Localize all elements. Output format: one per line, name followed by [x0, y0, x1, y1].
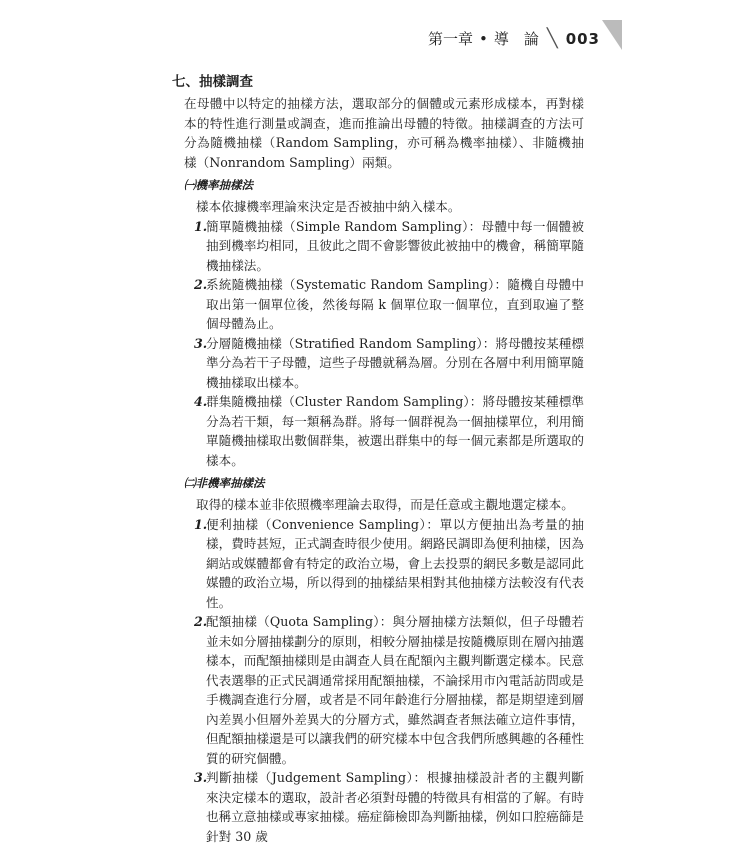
corner-tab-icon: [602, 20, 622, 50]
subsection-intro-probability: 樣本依據機率理論來決定是否被抽中納入樣本。: [196, 199, 461, 214]
item-text: 判斷抽樣（Judgement Sampling）：根據抽樣設計者的主觀判斷來決定樣本的選取，設計者必須對母體的特徵具有相當的了解。有時也稱立意抽樣或專家抽樣。癌症篩檢即為判斷抽樣，例如口腔癌篩是針對 30 歲: [206, 770, 584, 844]
item-text: 便利抽樣（Convenience Sampling）：單以方便抽出為考量的抽樣，費時甚短，正式調查時很少使用。網路民調即為便利抽樣，因為網站或媒體都會有特定的政治立場，會上去投票的網民多數是認同此媒體的政治立場，所以得到的抽樣結果相對其他抽樣方法較沒有代表性。: [206, 516, 584, 610]
item-text: 群集隨機抽樣（Cluster Random Sampling）：將母體按某種標準分為若干類，每一類稱為群。將每一個群視為一個抽樣單位，利用簡單隨機抽樣取出數個群集，被選出群集中的每一個元素都是所選取的樣本。: [206, 394, 584, 468]
item-number: 2.: [194, 277, 208, 292]
item-number: 3.: [194, 335, 208, 351]
item-number: 2.: [194, 614, 208, 629]
page-number: 003: [565, 29, 600, 48]
item-number: 1.: [194, 218, 208, 234]
subsection-intro-nonprobability: 取得的樣本並非依照機率理論去取得，而是任意或主觀地選定樣本。: [196, 497, 574, 512]
slash-divider: ╲: [546, 28, 558, 49]
list-item: [194, 768, 584, 846]
running-header: [428, 28, 600, 49]
subsection-title-probability: ㈠機率抽樣法: [184, 178, 253, 192]
list-item: [194, 275, 584, 334]
item-number: 4.: [194, 394, 208, 409]
list-item: [194, 217, 584, 276]
list-item: [194, 392, 584, 470]
section-intro: 在母體中以特定的抽樣方法，選取部分的個體或元素形成樣本，再對樣本的特性進行測量或調查，進而推論出母體的特徵。抽樣調查的方法可分為隨機抽樣（Random Sampling，亦可稱為機率抽樣）、非隨機抽樣（Nonrandom Sampling）兩類。: [184, 96, 584, 170]
item-text: 配額抽樣（Quota Sampling）：與分層抽樣方法類似，但子母體若並未如分層抽樣劃分的原則，相較分層抽樣是按隨機原則在層內抽選樣本，而配額抽樣則是由調查人員在配額內主觀判斷選定樣本。民意代表選舉的正式民調通常採用配額抽樣，不論採用市內電話訪問或是手機調查進行分層，或者是不同年齡進行分層抽樣，都是期望達到層內差異小但層外差異大的分層方式，雖然調查者無法確立這件事情，但配額抽樣還是可以讓我們的研究樣本中包含我們所感興趣的各種性質的研究個體。: [206, 614, 584, 766]
chapter-label: 第一章: [427, 30, 473, 48]
item-text: 系統隨機抽樣（Systematic Random Sampling）：隨機自母體中取出第一個單位後，然後每隔 k 個單位取一個單位，直到取遍了整個母體為止。: [206, 277, 584, 331]
item-number: 1.: [194, 516, 208, 532]
section-title: 七、抽樣調查: [172, 74, 253, 90]
list-item: [194, 612, 584, 768]
item-number: 3.: [194, 770, 208, 785]
list-item: [194, 515, 584, 613]
item-text: 簡單隨機抽樣（Simple Random Sampling）：母體中每一個體被抽到機率均相同，且彼此之間不會影響彼此被抽中的機會，稱簡單隨機抽樣法。: [206, 218, 584, 273]
list-item: [194, 334, 584, 393]
chapter-title: 導 論: [493, 30, 539, 48]
page-body: [172, 72, 584, 846]
dot-separator: •: [478, 29, 488, 48]
item-text: 分層隨機抽樣（Stratified Random Sampling）：將母體按某種標準分為若干子母體，這些子母體就稱為層。分別在各層中利用簡單隨機抽樣取出樣本。: [206, 335, 584, 390]
subsection-title-nonprobability: ㈡非機率抽樣法: [184, 476, 265, 490]
